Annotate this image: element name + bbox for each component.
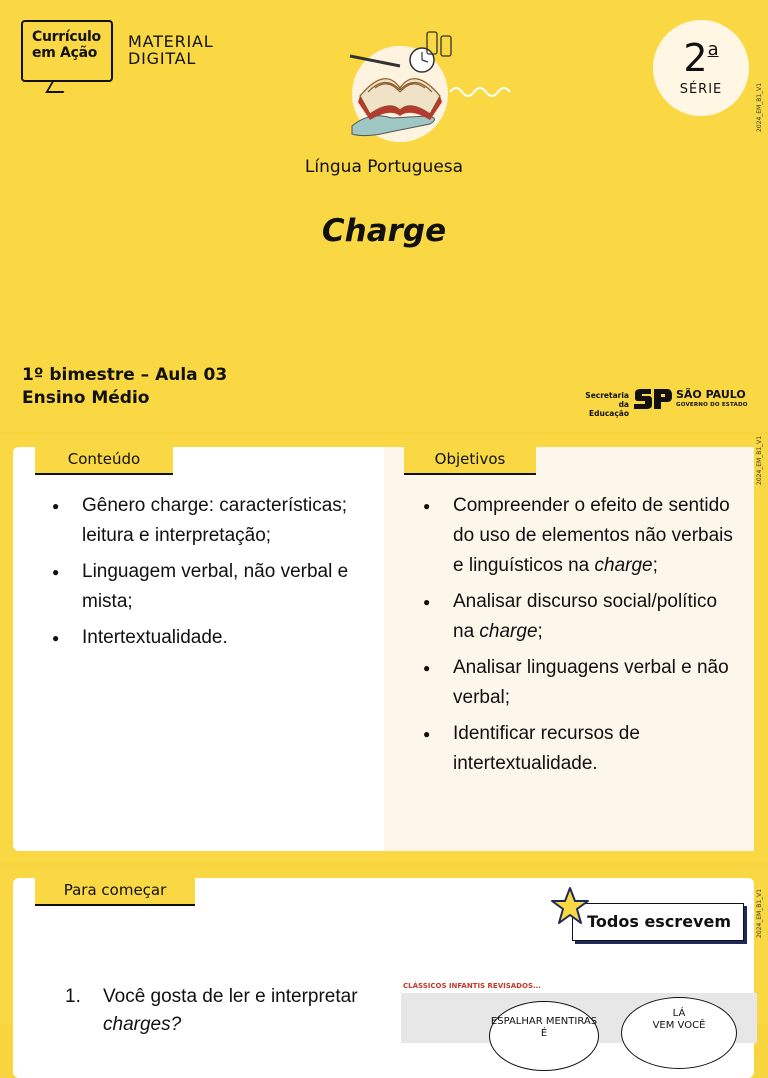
list-item: ● Analisar discurso social/político na charge;	[423, 587, 741, 647]
sp-emblem-icon	[633, 389, 673, 409]
speech-bubble: ESPALHAR MENTIRAS É	[489, 1001, 599, 1071]
side-code: 2024_EM_B1_V1	[756, 435, 763, 485]
page-title: Charge	[321, 213, 447, 249]
tab-para-comecar: Para começar	[35, 876, 195, 906]
tab-objetivos: Objetivos	[404, 445, 536, 475]
cartoon-caption: CLÁSSICOS INFANTIS REVISADOS...	[403, 982, 541, 990]
book-hand-illustration-icon	[330, 26, 520, 146]
para-comecar-slide	[0, 866, 768, 1039]
list-item: ● Analisar linguagens verbal e não verbal;	[423, 653, 741, 713]
objetivos-list	[423, 491, 741, 785]
list-item: ● Compreender o efeito de sentido do uso de elementos não verbais e linguísticos na charge;	[423, 491, 741, 581]
logo-curriculo-line1: Currículo	[32, 29, 101, 45]
logo-material-line1: MATERIAL	[128, 32, 214, 51]
secretaria-text	[573, 391, 629, 418]
todos-escrevem-badge: Todos escrevem	[572, 903, 744, 941]
content-objectives-slide	[0, 435, 768, 863]
bubble-line2: VEM VOCÊ	[652, 1020, 706, 1031]
lesson-info	[22, 364, 227, 410]
series-label: SÉRIE	[679, 82, 723, 97]
question-number: 1.	[65, 986, 81, 1007]
lesson-line1: 1º bimestre – Aula 03	[22, 365, 228, 385]
lesson-line2: Ensino Médio	[22, 388, 150, 408]
logo-curriculo-line2: em Ação	[32, 45, 98, 61]
sp-text: SÃO PAULO	[676, 388, 746, 401]
subject-title: Língua Portuguesa	[304, 157, 464, 177]
list-item: ● Intertextualidade.	[52, 623, 372, 653]
logo-material-line2: DIGITAL	[128, 49, 197, 68]
sp-subtext: GOVERNO DO ESTADO	[676, 402, 748, 408]
list-item: ● Gênero charge: características; leitura e interpretação;	[52, 491, 372, 551]
series-suffix: a	[707, 39, 719, 60]
conteudo-list	[52, 491, 372, 659]
bubble-line1: LÁ	[672, 1008, 686, 1019]
question-text: Você gosta de ler e interpretar	[103, 986, 358, 1007]
list-item: ● Identificar recursos de intertextualidade.	[423, 719, 741, 779]
side-code: 2024_EM_B1_V1	[756, 888, 763, 938]
curriculo-em-acao-logo	[21, 20, 113, 82]
star-icon	[550, 886, 590, 926]
question-text-line2: charges?	[103, 1014, 182, 1035]
speech-bubble	[621, 997, 737, 1069]
material-digital-logo	[128, 33, 214, 67]
series-badge	[653, 20, 749, 116]
cartoon-image	[401, 993, 757, 1043]
side-code: 2024_EM_B1_V1	[756, 82, 763, 132]
speech-tail-icon	[45, 80, 71, 93]
content-card	[13, 447, 754, 851]
question-1	[65, 983, 358, 1039]
secretaria-line1: Secretaria da	[585, 391, 629, 409]
secretaria-sp-logo	[573, 388, 753, 418]
list-item: ● Linguagem verbal, não verbal e mista;	[52, 557, 372, 617]
tab-conteudo: Conteúdo	[35, 445, 173, 475]
series-number: 2$^a$	[683, 36, 719, 80]
secretaria-line2: Educação	[589, 409, 629, 418]
cover-slide	[0, 0, 768, 432]
